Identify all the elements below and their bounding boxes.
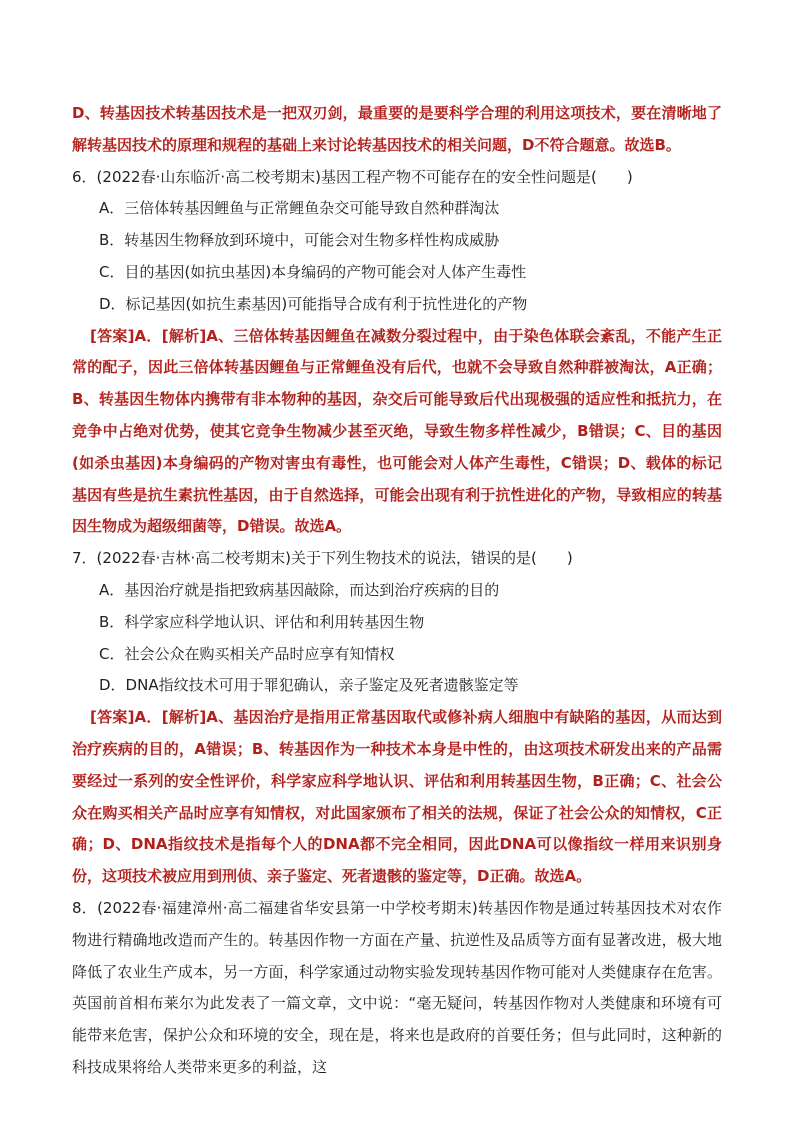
question-6: 6．(2022春·山东临沂·高二校考期末)基因工程产物不可能存在的安全性问题是( ) bbox=[72, 167, 633, 186]
option-c: C．社会公众在购买相关产品时应享有知情权 bbox=[99, 644, 395, 663]
option-b: B．科学家应科学地认识、评估和利用转基因生物 bbox=[99, 612, 425, 631]
option-b: B．转基因生物释放到环境中，可能会对生物多样性构成威胁 bbox=[99, 231, 500, 250]
answer-explanation: [答案]A．[解析]A、三倍体转基因鲤鱼在减数分裂过程中，由于染色体联会紊乱，不能产生正常的配子，因此三倍体转基因鲤鱼与正常鲤鱼没有后代，也就不会导致自然种群被淘汰，A正确；B、转基因生物体内携带有非本物种的基因，杂交后可能导致后代出现极强的适应性和抵抗力，在竞争中占绝对优势，使其它竞争生物减少甚至灭绝，导致生物多样性减少，B错误；C、目的基因(如杀虫基因)本身编码的产物对害虫有毒性，也可能会对人体产生毒性，C错误；D、载体的标记基因有些是抗生素抗性基因，由于自然选择，可能会出现有利于抗性进化的产物，导致相应的转基因生物成为超级细菌等，D错误。故选A。 bbox=[72, 326, 722, 536]
document-page bbox=[72, 98, 722, 1084]
option-a: A．三倍体转基因鲤鱼与正常鲤鱼杂交可能导致自然种群淘汰 bbox=[99, 199, 500, 218]
option-c: C．目的基因(如抗虫基因)本身编码的产物可能会对人体产生毒性 bbox=[99, 262, 527, 281]
answer-explanation: D、转基因技术转基因技术是一把双刃剑，最重要的是要科学合理的利用这项技术，要在清晰地了解转基因技术的原理和规程的基础上来讨论转基因技术的相关问题，D不符合题意。故选B。 bbox=[72, 104, 722, 154]
option-d: D．DNA指纹技术可用于罪犯确认，亲子鉴定及死者遗骸鉴定等 bbox=[99, 676, 519, 695]
option-a: A．基因治疗就是指把致病基因敲除，而达到治疗疾病的目的 bbox=[99, 580, 500, 599]
answer-explanation: [答案]A．[解析]A、基因治疗是指用正常基因取代或修补病人细胞中有缺陷的基因，从而达到治疗疾病的目的，A错误；B、转基因作为一种技术本身是中性的，由这项技术研发出来的产品需要经过一系列的安全性评价，科学家应科学地认识、评估和利用转基因生物，B正确；C、社会公众在购买相关产品时应享有知情权，对此国家颁布了相关的法规，保证了社会公众的知情权，C正确；D、DNA指纹技术是指每个人的DNA都不完全相同，因此DNA可以像指纹一样用来识别身份，这项技术被应用到刑侦、亲子鉴定、死者遗骸的鉴定等，D正确。故选A。 bbox=[72, 708, 722, 886]
question-7: 7．(2022春·吉林·高二校考期末)关于下列生物技术的说法，错误的是( ) bbox=[72, 549, 573, 568]
question-8: 8．(2022春·福建漳州·高二福建省华安县第一中学校考期末)转基因作物是通过转基因技术对农作物进行精确地改造而产生的。转基因作物一方面在产量、抗逆性及品质等方面有显著改进，极大地降低了农业生产成本，另一方面，科学家通过动物实验发现转基因作物可能对人类健康存在危害。英国前首相布莱尔为此发表了一篇文章，文中说：“毫无疑问，转基因作物对人类健康和环境有可能带来危害，保护公众和环境的安全，现在是，将来也是政府的首要任务；但与此同时，这种新的科技成果将给人类带来更多的利益，这 bbox=[72, 898, 722, 1076]
option-d: D．标记基因(如抗生素基因)可能指导合成有利于抗性进化的产物 bbox=[99, 294, 528, 313]
